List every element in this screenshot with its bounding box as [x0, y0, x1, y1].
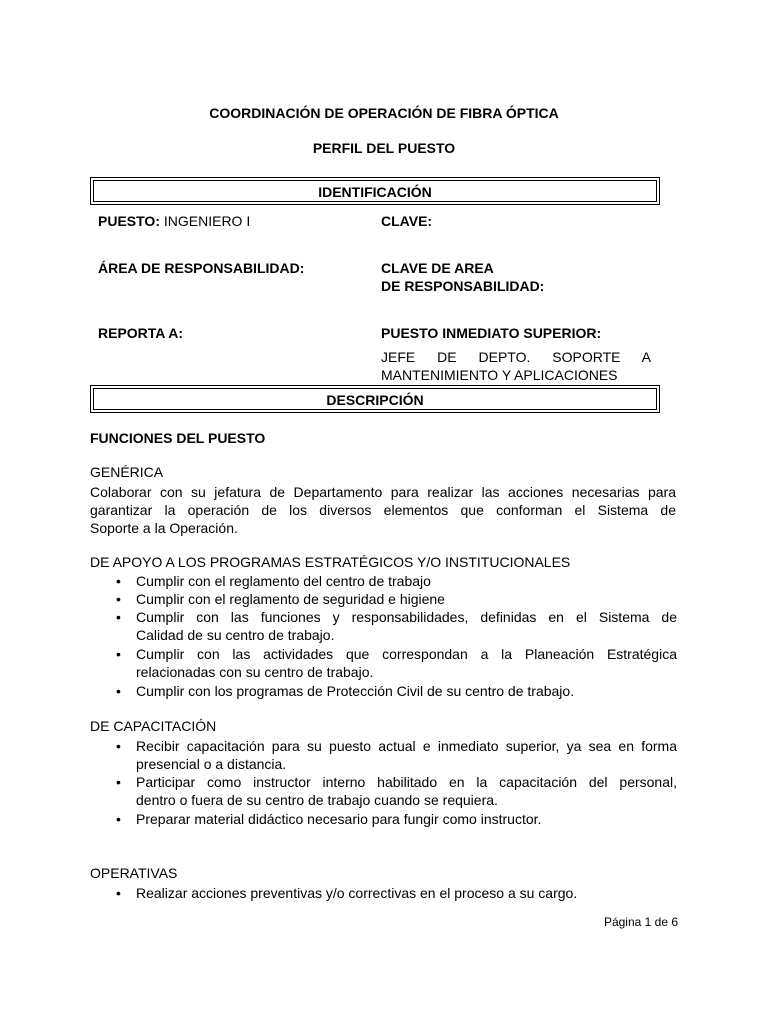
clave-label: CLAVE:: [381, 213, 433, 229]
identificacion-heading: IDENTIFICACIÓN: [93, 180, 657, 202]
generica-line-1: Colaborar con su jefatura de Departamento para realizar las acciones necesarias para: [90, 484, 676, 500]
list-item: • Cumplir con el reglamento de seguridad e higiene: [116, 591, 445, 607]
superior-value-line1: JEFE DE DEPTO. SOPORTE A: [381, 349, 651, 365]
bullet-icon: •: [116, 811, 121, 827]
superior-value-line2: MANTENIMIENTO Y APLICACIONES: [381, 367, 618, 383]
list-item: • Preparar material didáctico necesario para fungir como instructor.: [116, 811, 542, 827]
bullet-icon: •: [116, 609, 121, 625]
list-item: • Cumplir con las funciones y responsabilidades, definidas en el Sistema de Calidad de su centro de trabajo.: [116, 609, 677, 643]
document-title: COORDINACIÓN DE OPERACIÓN DE FIBRA ÓPTICA: [209, 105, 559, 121]
page-number: Página 1 de 6: [603, 915, 678, 929]
clave-area-line2: DE RESPONSABILIDAD:: [381, 278, 545, 294]
identificacion-header-box: [90, 177, 660, 205]
bullet-icon: •: [116, 774, 121, 790]
list-item: • Recibir capacitación para su puesto actual e inmediato superior, ya sea en forma presencial o a distancia.: [116, 738, 677, 772]
document-subtitle: PERFIL DEL PUESTO: [312, 140, 456, 156]
list-item: • Cumplir con los programas de Protección Civil de su centro de trabajo.: [116, 683, 575, 699]
list-item: • Cumplir con el reglamento del centro de trabajo: [116, 573, 431, 589]
puesto-field: [98, 212, 250, 230]
bullet-icon: •: [116, 683, 121, 699]
operativas-heading: OPERATIVAS: [90, 865, 178, 881]
list-item: • Realizar acciones preventivas y/o correctivas en el proceso a su cargo.: [116, 885, 578, 901]
superior-label: PUESTO INMEDIATO SUPERIOR:: [381, 325, 602, 341]
bullet-icon: •: [116, 573, 121, 589]
generica-line-2: garantizar la operación de los diversos elementos que conforman el Sistema de: [90, 502, 676, 518]
descripcion-header-box: [90, 385, 660, 413]
apoyo-heading: DE APOYO A LOS PROGRAMAS ESTRATÉGICOS Y/O INSTITUCIONALES: [90, 554, 571, 570]
bullet-icon: •: [116, 738, 121, 754]
puesto-label: PUESTO:: [98, 213, 160, 229]
list-item: • Cumplir con las actividades que correspondan a la Planeación Estratégica relacionadas con su centro de trabajo.: [116, 646, 677, 680]
area-label: ÁREA DE RESPONSABILIDAD:: [98, 260, 305, 276]
list-item: • Participar como instructor interno habilitado en la capacitación del personal, dentro o fuera de su centro de trabajo cuando se requiera.: [116, 774, 677, 808]
generica-heading: GENÉRICA: [90, 464, 164, 480]
puesto-value: INGENIERO I: [163, 213, 251, 229]
bullet-icon: •: [116, 591, 121, 607]
reporta-label: REPORTA A:: [98, 325, 184, 341]
funciones-heading: FUNCIONES DEL PUESTO: [90, 430, 266, 446]
generica-line-3: Soporte a la Operación.: [90, 520, 238, 536]
clave-area-line1: CLAVE DE AREA: [381, 260, 494, 276]
descripcion-heading: DESCRIPCIÓN: [93, 388, 657, 410]
capacitacion-heading: DE CAPACITACIÓN: [90, 718, 217, 734]
bullet-icon: •: [116, 885, 121, 901]
bullet-icon: •: [116, 646, 121, 662]
